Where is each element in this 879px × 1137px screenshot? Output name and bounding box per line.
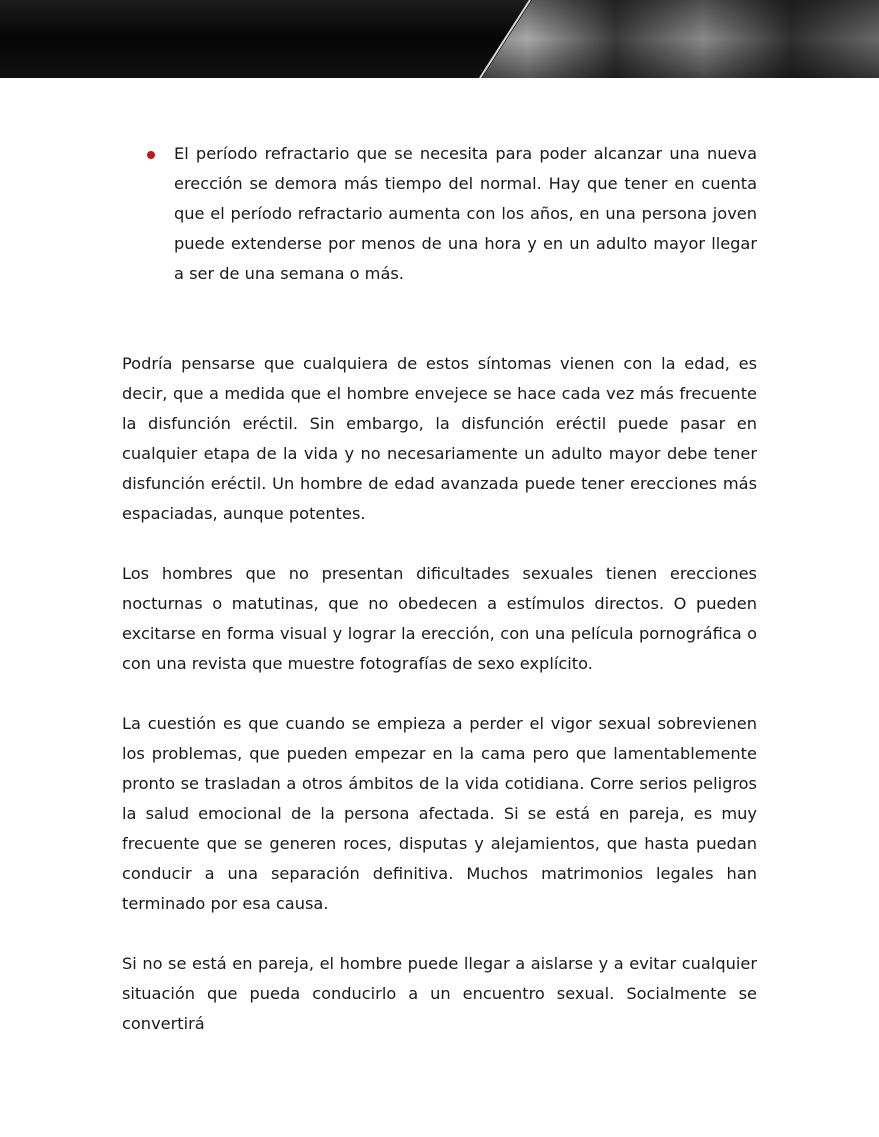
black-panel (0, 0, 532, 78)
paragraph-2: Los hombres que no presentan dificultades sexuales tienen erecciones nocturnas o matutinas, que no obedecen a estímulos directos. O pueden excitarse en forma visual y lograr la erección, con una película pornográfica o con una revista que muestre fotografías de sexo explícito. (122, 564, 757, 673)
bullet-icon (147, 151, 155, 159)
list-item (122, 139, 757, 289)
paragraph-3: La cuestión es que cuando se empieza a perder el vigor sexual sobrevienen los problemas, que pueden empezar en la cama pero que lamentablemente pronto se trasladan a otros ámbitos de la vida cotidiana. Corre serios peligros la salud emocional de la persona afectada. Si se está en pareja, es muy frecuente que se generen roces, disputas y alejamientos, que hasta puedan conducir a una separación definitiva. Muchos matrimonios legales han terminado por esa causa. (122, 714, 757, 913)
paragraph-4: Si no se está en pareja, el hombre puede llegar a aislarse y a evitar cualquier situación que pueda conducirlo a un encuentro sexual. Socialmente se convertirá (122, 954, 757, 1033)
bullet-list (122, 139, 757, 289)
paragraph-1: Podría pensarse que cualquiera de estos síntomas vienen con la edad, es decir, que a medida que el hombre envejece se hace cada vez más frecuente la disfunción eréctil. Sin embargo, la disfunción eréctil puede pasar en cualquier etapa de la vida y no necesariamente un adulto mayor debe tener disfunción eréctil. Un hombre de edad avanzada puede tener erecciones más espaciadas, aunque potentes. (122, 354, 757, 523)
header-graphic (0, 0, 879, 78)
document-body (122, 139, 757, 1039)
bullet-text: El período refractario que se necesita para poder alcanzar una nueva erección se demora más tiempo del normal. Hay que tener en cuenta que el período refractario aumenta con los años, en una persona joven puede extenderse por menos de una hora y en un adulto mayor llegar a ser de una semana o más. (174, 144, 757, 283)
header-band (0, 0, 879, 78)
